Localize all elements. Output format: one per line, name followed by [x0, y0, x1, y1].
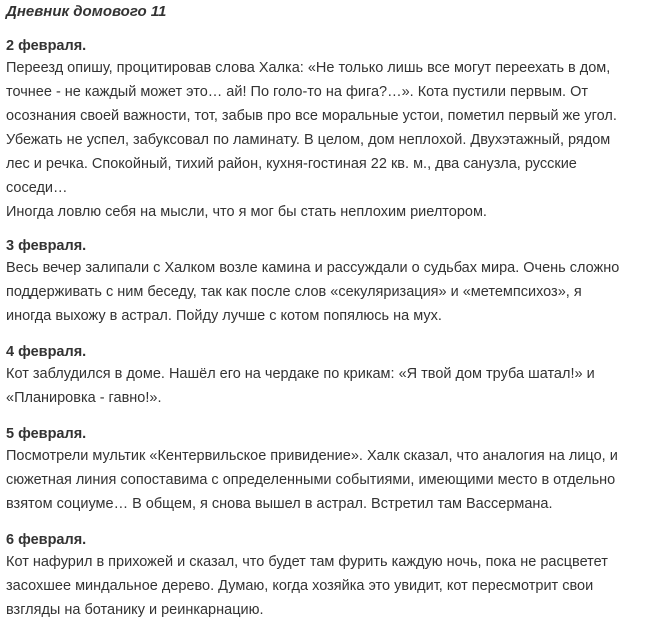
entry-text-line: поддерживать с ним беседу, так как после слов «секуляризация» и «метемпсихоз», я — [6, 284, 582, 300]
diary-entry — [6, 36, 642, 224]
entry-date: 5 февраля. — [6, 426, 87, 442]
entry-text-line: «Планировка - гавно!». — [6, 390, 162, 406]
diary-entry — [6, 530, 642, 622]
entry-text-line: соседи… — [6, 180, 68, 196]
entry-text-line: осознания своей важности, тот, забыв про все моральные устои, пометил первый же угол. — [6, 108, 617, 124]
entry-text-line: Кот нафурил в прихожей и сказал, что будет там фурить каждую ночь, пока не расцветет — [6, 554, 608, 570]
entry-text-line: лес и речка. Спокойный, тихий район, кухня-гостиная 22 кв. м., два санузла, русские — [6, 156, 577, 172]
entry-text-line: засохшее миндальное дерево. Думаю, когда хозяйка это увидит, кот пересмотрит свои — [6, 578, 594, 594]
diary-entry — [6, 424, 642, 516]
page-title: Дневник домового 11 — [6, 3, 167, 20]
entry-text-line: точнее - не каждый может это… ай! По голо-то на фига?…». Кота пустили первым. От — [6, 84, 589, 100]
entry-date: 3 февраля. — [6, 238, 87, 254]
entry-text-line: сюжетная линия сопоставима с определенными событиями, имеющими место в отдельно — [6, 472, 616, 488]
entry-text-line: Иногда ловлю себя на мысли, что я мог бы стать неплохим риелтором. — [6, 204, 487, 220]
entry-text-line: взятом социуме… В общем, я снова вышел в астрал. Встретил там Вассермана. — [6, 496, 553, 512]
entry-text-line: Посмотрели мультик «Кентервильское привидение». Халк сказал, что аналогия на лицо, и — [6, 448, 618, 464]
entry-text-line: Убежать не успел, забуксовал по ламинату. В целом, дом неплохой. Двухэтажный, рядом — [6, 132, 611, 148]
entry-text-line: Кот заблудился в доме. Нашёл его на чердаке по крикам: «Я твой дом труба шатал!» и — [6, 366, 595, 382]
entry-text-line: Весь вечер залипали с Халком возле камина и рассуждали о судьбах мира. Очень сложно — [6, 260, 620, 276]
entry-date: 6 февраля. — [6, 532, 87, 548]
diary-entry — [6, 342, 642, 410]
entry-date: 2 февраля. — [6, 38, 87, 54]
entry-date: 4 февраля. — [6, 344, 87, 360]
entry-text-line: иногда выхожу в астрал. Пойду лучше с котом попялюсь на мух. — [6, 308, 442, 324]
entry-text-line: Переезд опишу, процитировав слова Халка: «Не только лишь все могут переехать в дом, — [6, 60, 611, 76]
entry-text-line: взгляды на ботанику и реинкарнацию. — [6, 602, 264, 618]
diary-entry — [6, 236, 642, 328]
